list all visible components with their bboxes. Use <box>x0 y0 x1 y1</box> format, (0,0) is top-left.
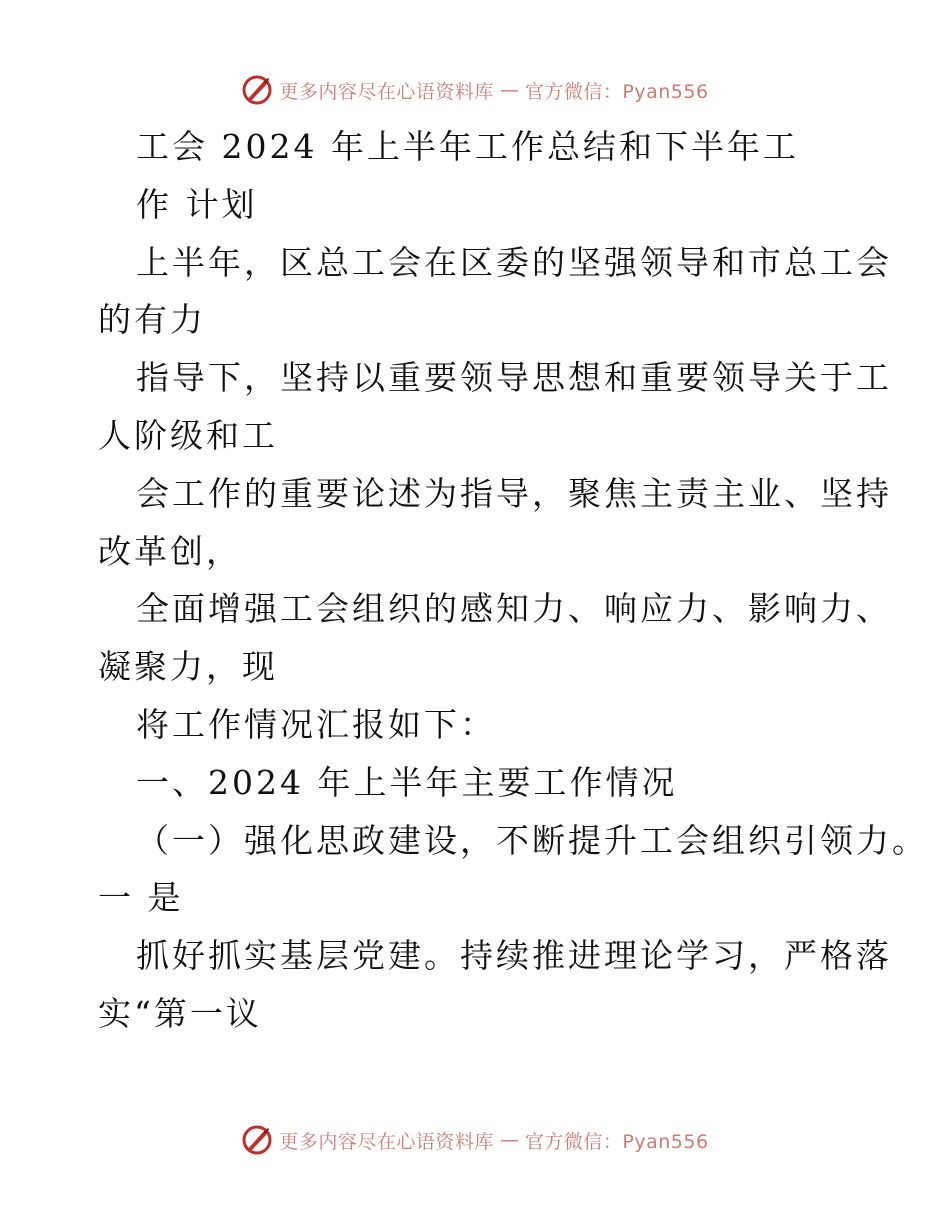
watermark-wechat: 官方微信：Pyan556 <box>524 1130 709 1153</box>
quill-logo-icon <box>241 1124 273 1156</box>
watermark-brand: 更多内容尽在心语资料库 <box>279 1130 494 1153</box>
doc-title-line-2: 作 计划 <box>136 184 258 224</box>
doc-line: 会工作的重要论述为指导，聚焦主责主业、坚持 <box>136 473 892 513</box>
doc-line: 将工作情况汇报如下： <box>136 704 496 744</box>
doc-line: 凝聚力，现 <box>98 647 278 687</box>
doc-line: 一 是 <box>98 878 184 918</box>
section-heading: 一、2024 年上半年主要工作情况 <box>136 762 678 802</box>
footer-watermark <box>0 1124 950 1156</box>
subsection-heading: （一）强化思政建设，不断提升工会组织引领力。 <box>136 820 928 860</box>
doc-line: 实“第一议 <box>98 993 262 1033</box>
doc-title-line-1: 工会 2024 年上半年工作总结和下半年工 <box>136 127 799 166</box>
document-body <box>98 118 928 1043</box>
watermark-separator: — <box>499 1129 519 1151</box>
watermark-separator: — <box>499 79 519 101</box>
watermark-brand: 更多内容尽在心语资料库 <box>279 80 494 103</box>
watermark-wechat: 官方微信：Pyan556 <box>524 80 709 103</box>
quill-logo-icon <box>241 74 273 106</box>
doc-line: 上半年，区总工会在区委的坚强领导和市总工会 <box>136 242 892 282</box>
doc-line: 全面增强工会组织的感知力、响应力、影响力、 <box>136 589 892 629</box>
doc-line: 抓好抓实基层党建。持续推进理论学习，严格落 <box>136 936 892 976</box>
doc-line: 指导下，坚持以重要领导思想和重要领导关于工 <box>136 358 892 398</box>
doc-line: 的有力 <box>98 300 206 340</box>
doc-line: 改革创， <box>98 531 242 571</box>
doc-line: 人阶级和工 <box>98 415 278 455</box>
header-watermark <box>0 74 950 106</box>
